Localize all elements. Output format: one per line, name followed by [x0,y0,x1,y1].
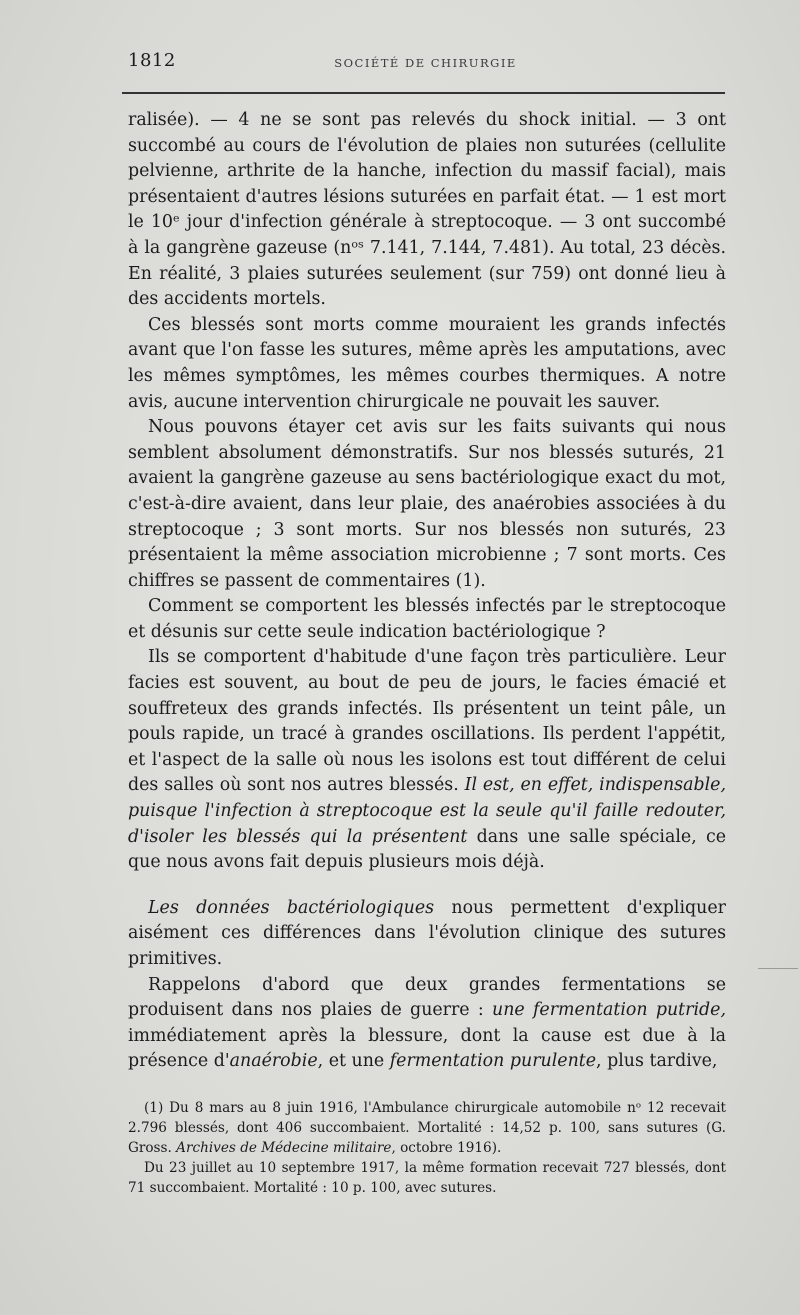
running-head: SOCIÉTÉ DE CHIRURGIE [334,56,517,70]
text-run: ralisée). — 4 ne se sont pas relevés du shock initial. — 3 ont succombé au cours de l'évolution de plaies non suturées (cellulite pelvienne, arthrite de la hanche, infection du massif facial), mais présentaient d'autres lésions suturées en parfait état. — 1 est mort le 10ᵉ jour d'infection générale à streptocoque. — 3 ont succombé à la gangrène gazeuse (nᵒˢ 7.141, 7.144, 7.481). Au total, 23 décès. En réalité, 3 plaies suturées seulement (sur 759) ont donné lieu à des accidents mortels. [128,110,726,310]
text-run: Comment se comportent les blessés infectés par le streptocoque et désunis sur cette seule indication bactériologique ? [128,596,726,642]
footnote [128,1098,726,1158]
text-run: , et une [317,1051,390,1072]
page-header [128,50,723,74]
text-run: Nous pouvons étayer cet avis sur les faits suivants qui nous semblent absolument démonstratifs. Sur nos blessés suturés, 21 avaient la gangrène gazeuse au sens bactériologique exact du mot, c'est-à-dire avaient, dans leur plaie, des anaérobies associées à du streptocoque ; 3 sont morts. Sur nos blessés non suturés, 23 présentaient la même association microbienne ; 7 sont morts. Ces chiffres se passent de commentaires (1). [128,417,726,591]
header-rule [122,92,725,94]
paragraph [128,973,726,1075]
text-run: Rappelons d'abord que deux grandes fermentations se produisent dans nos plaies de guerre : [128,974,726,1021]
italic-text: une fermentation putride, [492,1000,726,1021]
body-text [128,108,726,1075]
text-run: , plus tardive, [596,1051,718,1072]
italic-text: anaérobie [229,1051,318,1072]
paragraph [128,313,726,415]
text-run: , octobre 1916). [391,1140,502,1156]
italic-text: Les données bactériologiques [148,897,435,918]
italic-text: Archives de Médecine militaire [176,1140,392,1156]
text-run: Ils se comportent d'habitude d'une façon très particulière. Leur facies est souvent, au bout de peu de jours, le facies émacié et souffreteux des grands infectés. Ils présentent un teint pâle, un pouls rapide, un tracé à grandes oscillations. Ils perdent l'appétit, et l'aspect de la salle où nous les isolons est tout différent de celui des salles où sont nos autres blessés. [128,647,726,796]
paragraph [128,108,726,313]
paragraph [128,896,726,973]
text-run: dans une salle spéciale, ce que nous avons fait depuis plusieurs mois déjà. [128,826,726,873]
paragraph [128,594,726,645]
text-run: (1) Du 8 mars au 8 juin 1916, l'Ambulance chirurgicale automobile nᵒ 12 recevait 2.796 blessés, dont 406 succombaient. Mortalité : 14,52 p. 100, sans sutures (G. Gross. [128,1100,726,1156]
italic-text: Il est, en effet, indispensable, puisque l'infection à streptocoque est la seule qu'il faille redouter, d'isoler les blessés qui la présentent [128,775,726,847]
page-number: 1812 [128,50,176,71]
text-run: immédiatement après la blessure, dont la cause est due à la présence d' [128,1025,726,1072]
italic-text: fermentation purulente [389,1051,597,1072]
text-run: Du 23 juillet au 10 septembre 1917, la même formation recevait 727 blessés, dont 71 succombaient. Mortalité : 10 p. 100, avec sutures. [128,1160,726,1196]
footnotes [128,1098,726,1198]
margin-mark [758,968,798,969]
footnote [128,1158,726,1198]
text-run: Ces blessés sont morts comme mouraient les grands infectés avant que l'on fasse les sutures, même après les amputations, avec les mêmes symptômes, les mêmes courbes thermiques. A notre avis, aucune intervention chirurgicale ne pouvait les sauver. [128,314,726,412]
text-run: nous permettent d'expliquer aisément ces différences dans l'évolution clinique des sutures primitives. [128,897,726,969]
paragraph [128,415,726,594]
paragraph [128,645,726,875]
